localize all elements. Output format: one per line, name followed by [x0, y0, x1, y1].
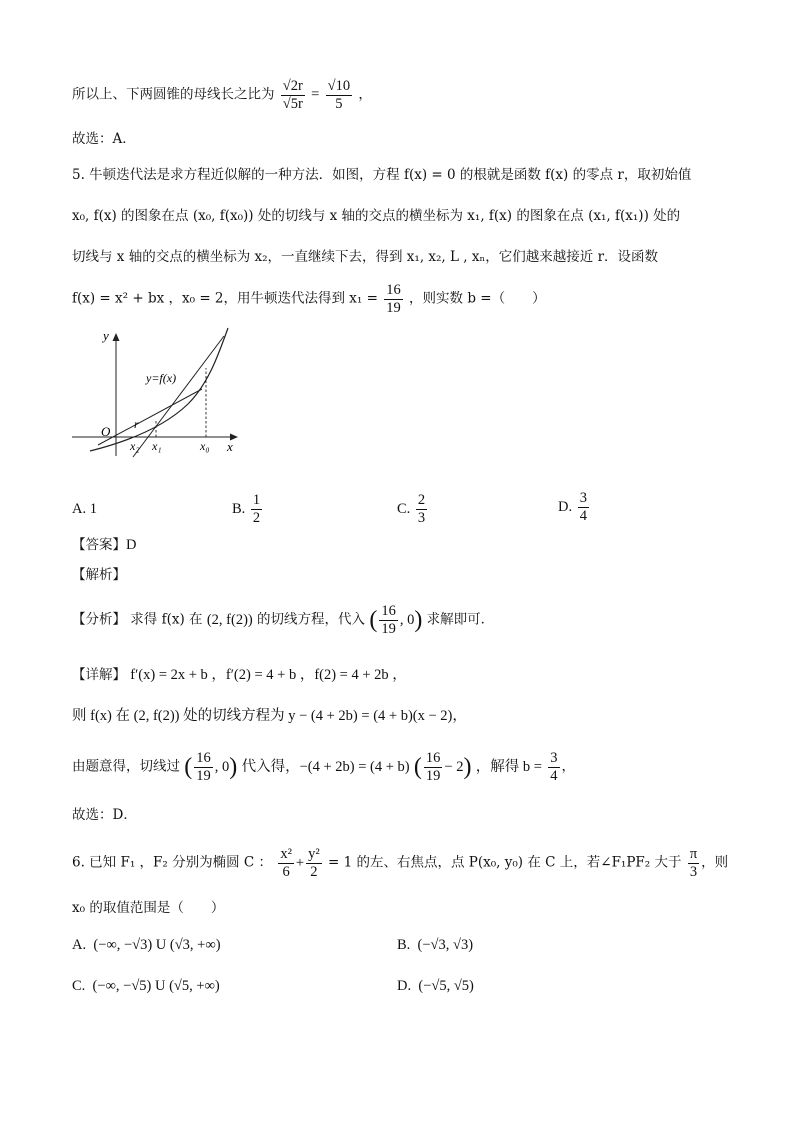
q5-option-c[interactable]: [397, 492, 429, 526]
answer-tag: 【答案】: [72, 537, 126, 553]
paren-open-icon: (: [369, 607, 378, 634]
q5-option-c-denominator: 3: [417, 509, 426, 526]
q5-line-3: 切线与 x 轴的交点的横坐标为 x₂，一直继续下去，得到 x₁, x₂, L , xₙ，它们越来越接近 r．设函数: [72, 249, 659, 265]
q5-option-b-fraction: [251, 492, 262, 526]
q5-option-d-key: D.: [558, 498, 573, 515]
pi-numerator: π: [689, 846, 698, 862]
q6-line-2: x₀ 的取值范围是（ ）: [72, 900, 225, 916]
ellipse-y-term: [306, 846, 322, 880]
sub-fraction-1: [194, 750, 213, 784]
xiangjie-tag: 【详解】: [72, 667, 126, 683]
fenxi-text-c: 求解即可．: [426, 611, 495, 628]
q6-option-a-key: A.: [72, 937, 87, 953]
prev-line-tail: ，: [358, 86, 372, 103]
sub-fraction-2: [424, 750, 443, 784]
prev-ratio-fraction: [281, 78, 305, 112]
q5-option-c-key: C.: [397, 500, 411, 517]
prev-result-fraction: [326, 78, 352, 112]
ellipse-plus: +: [295, 854, 305, 871]
q6-option-b[interactable]: [397, 938, 473, 953]
q5-option-b-key: B.: [232, 500, 246, 517]
x0-label: x₀: [200, 439, 210, 453]
q6-option-c-key: C.: [72, 978, 86, 994]
pi-fraction: [688, 846, 699, 880]
q5-line-1: 5. 牛顿迭代法是求方程近似解的一种方法．如图，方程 f(x) = 0 的根就是函数 f(x) 的零点 r，取初始值: [72, 167, 692, 183]
q6-option-d-key: D.: [397, 978, 412, 994]
sub-end: ，: [561, 758, 576, 775]
q5-tangent-line: 则 f(x) 在 (2, f(2)) 处的切线方程为 y − (4 + 2b) = (4 + b)(x − 2)，: [72, 708, 467, 724]
q5-option-a-value: 1: [89, 501, 97, 517]
sub-coord-tail: , 0: [214, 758, 230, 775]
q5-x1-fraction: [384, 282, 403, 316]
q6-option-d-value: (−√5, √5): [418, 978, 474, 994]
b-numerator: 3: [550, 750, 558, 766]
paren-close-icon: ): [229, 754, 238, 781]
prev-result-denominator: 5: [335, 95, 343, 112]
sub-frac1-den: 19: [196, 767, 211, 784]
fenxi-frac-num: 16: [381, 603, 396, 619]
q5-line-4: [72, 282, 546, 316]
fenxi-coord-tail: , 0: [399, 611, 415, 628]
b-denominator: 4: [550, 767, 558, 784]
fenxi-text-b: 的切线方程，代入: [257, 611, 366, 628]
sub-frac2-den: 19: [425, 767, 441, 784]
q5-fenxi: [72, 603, 494, 637]
prev-ratio-text: 所以上、下两圆锥的母线长之比为: [72, 86, 275, 103]
paren-close-icon: ): [414, 607, 423, 634]
q5-line-2: x₀, f(x) 的图象在点 (x₀, f(x₀)) 处的切线与 x 轴的交点的横坐标为 x₁, f(x) 的图象在点 (x₁, f(x₁)) 处的: [72, 208, 681, 224]
q6-option-d[interactable]: [397, 979, 474, 994]
y-axis-label: y: [103, 328, 109, 343]
sub-text-c: ，解得 b =: [475, 758, 542, 775]
analysis-heading: 【解析】: [72, 567, 126, 583]
tangent-line-x0: [133, 336, 224, 457]
answer-value: D: [126, 537, 137, 553]
q5-option-d-numerator: 3: [579, 490, 587, 506]
fenxi-fraction: [379, 603, 398, 637]
q5-xiangjie: [72, 668, 407, 683]
function-curve: [90, 328, 228, 451]
q5-option-c-fraction: [416, 492, 427, 526]
y-axis-arrow-icon: [113, 333, 120, 341]
fenxi-frac-den: 19: [381, 620, 396, 637]
q5-question-tail: ，则实数 b =（ ）: [409, 290, 546, 307]
q6-option-b-value: (−√3, √3): [417, 937, 474, 953]
prev-answer: 故选：A．: [72, 131, 136, 147]
q5-option-d[interactable]: [558, 490, 591, 524]
x2-label: x₂: [130, 439, 140, 453]
fenxi-point: (2, f(2)): [206, 611, 253, 628]
curve-label: y=f(x): [146, 371, 177, 385]
q5-option-c-numerator: 2: [417, 492, 426, 508]
q6-option-b-key: B.: [397, 937, 411, 953]
root-label: r: [134, 417, 139, 431]
q6-option-a[interactable]: [72, 938, 221, 953]
fenxi-tag: 【分析】: [72, 611, 126, 628]
q5-option-a-key: A.: [72, 501, 87, 517]
q6-option-a-value: (−∞, −√3) U (√3, +∞): [93, 937, 221, 953]
q6-option-c[interactable]: [72, 979, 220, 994]
q6-text-b: = 1 的左、右焦点，点 P(x₀, y₀) 在 C 上，若∠F₁PF₂ 大于: [328, 854, 682, 871]
q6-text-c: ，则: [701, 854, 729, 871]
xiangjie-derivatives: f′(x) = 2x + b ，f′(2) = 4 + b ，f(2) = 4 + 2b ，: [130, 667, 407, 683]
q5-final: 故选：D．: [72, 807, 137, 823]
b-fraction: [548, 750, 559, 784]
prev-result-numerator: √10: [327, 78, 351, 94]
paren-open-icon: (: [413, 754, 422, 781]
q5-option-a[interactable]: [72, 502, 97, 517]
newton-graph: [70, 326, 250, 458]
q5-function-def: f(x) = x² + bx ，x₀ = 2，用牛顿迭代法得到 x₁ =: [72, 290, 378, 307]
sub-text-b: 代入得，−(4 + 2b) = (4 + b): [241, 758, 410, 775]
q6-line-1: [72, 846, 728, 880]
q5-option-b[interactable]: [232, 492, 264, 526]
q6-text-a: 6. 已知 F₁ ，F₂ 分别为椭圆 C ：: [72, 854, 273, 871]
x-axis-label: x: [227, 439, 233, 454]
ellipse-y-numerator: y²: [308, 846, 320, 862]
ellipse-x-term: [278, 846, 294, 880]
ellipse-x-numerator: x²: [280, 846, 292, 862]
fenxi-text-a: 求得 f(x) 在: [130, 611, 203, 628]
ellipse-x-denominator: 6: [282, 863, 290, 880]
sub-minus-two: − 2: [444, 758, 464, 775]
paren-open-icon: (: [184, 754, 193, 781]
ellipse-y-denominator: 2: [310, 863, 318, 880]
prev-ratio-numerator: √2r: [282, 78, 303, 94]
prev-ratio-denominator: √5r: [282, 95, 303, 112]
q5-answer: [72, 538, 136, 553]
x1-label: x₁: [152, 439, 162, 453]
pi-denominator: 3: [689, 863, 698, 880]
sub-frac2-num: 16: [425, 750, 441, 766]
q5-x1-denominator: 19: [386, 299, 401, 316]
origin-label: O: [101, 424, 111, 439]
q5-substitution: [72, 750, 575, 784]
q5-x1-numerator: 16: [386, 282, 401, 298]
prev-equals: =: [311, 86, 320, 103]
q5-option-b-denominator: 2: [252, 509, 261, 526]
sub-text-a: 由题意得，切线过: [72, 758, 180, 775]
q5-option-b-numerator: 1: [252, 492, 261, 508]
prev-ratio-line: [72, 78, 372, 112]
q5-option-d-denominator: 4: [579, 507, 587, 524]
q6-option-c-value: (−∞, −√5) U (√5, +∞): [92, 978, 220, 994]
paren-close-icon: ): [463, 754, 472, 781]
q5-option-d-fraction: [578, 490, 589, 524]
sub-frac1-num: 16: [196, 750, 211, 766]
